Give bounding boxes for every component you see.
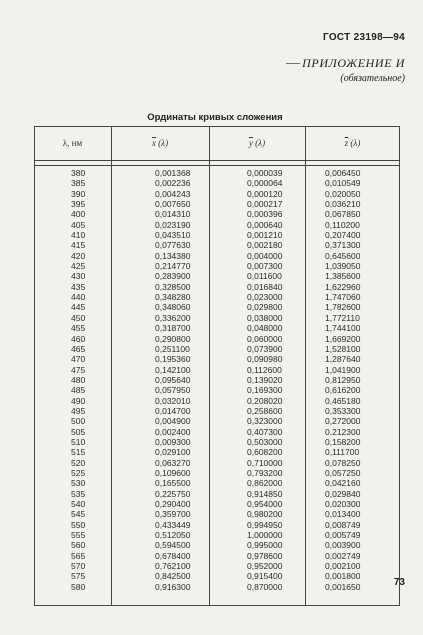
cell-wavelength: 520 xyxy=(71,457,86,468)
cell-x-bar: 0,004243 xyxy=(155,188,191,199)
table-row xyxy=(34,230,400,240)
table-row xyxy=(34,302,400,312)
cell-z-bar: 0,002749 xyxy=(325,550,361,561)
standard-designation: ГОСТ 23198—94 xyxy=(322,32,405,43)
header-z-arg: (λ) xyxy=(348,138,361,148)
cell-y-bar: 0,862000 xyxy=(247,478,283,489)
cell-y-bar: 0,048000 xyxy=(247,323,283,334)
cell-z-bar: 0,036210 xyxy=(325,199,361,210)
cell-y-bar: 0,000396 xyxy=(247,209,283,220)
table-row xyxy=(34,468,400,478)
table-row xyxy=(34,271,400,281)
cell-y-bar: 0,090980 xyxy=(247,354,283,365)
cell-wavelength: 465 xyxy=(71,343,86,354)
cell-y-bar: 0,503000 xyxy=(247,436,283,447)
cell-z-bar: 1,669200 xyxy=(325,333,361,344)
cell-z-bar: 0,020050 xyxy=(325,188,361,199)
cell-y-bar: 0,000120 xyxy=(247,188,283,199)
page-number: 73 xyxy=(393,577,405,588)
cell-wavelength: 560 xyxy=(71,540,86,551)
cell-x-bar: 0,095640 xyxy=(155,374,191,385)
cell-wavelength: 405 xyxy=(71,219,86,230)
cell-wavelength: 545 xyxy=(71,509,86,520)
cell-wavelength: 495 xyxy=(71,405,86,416)
cell-x-bar: 0,014700 xyxy=(155,405,191,416)
cell-y-bar: 0,978600 xyxy=(247,550,283,561)
header-rule xyxy=(34,160,400,161)
table-row xyxy=(34,427,400,437)
cell-z-bar: 0,001650 xyxy=(325,581,361,592)
table-row xyxy=(34,209,400,219)
cell-z-bar: 0,465180 xyxy=(325,395,361,406)
cell-y-bar: 0,915400 xyxy=(247,571,283,582)
table-row xyxy=(34,530,400,540)
cell-x-bar: 0,063270 xyxy=(155,457,191,468)
cell-x-bar: 0,762100 xyxy=(155,561,191,572)
cell-x-bar: 0,359700 xyxy=(155,509,191,520)
cell-x-bar: 0,109600 xyxy=(155,467,191,478)
cell-y-bar: 0,208020 xyxy=(247,395,283,406)
table-row xyxy=(34,251,400,261)
cell-x-bar: 0,029100 xyxy=(155,447,191,458)
cell-wavelength: 480 xyxy=(71,374,86,385)
cell-y-bar: 0,000039 xyxy=(247,168,283,178)
cell-z-bar: 0,042160 xyxy=(325,478,361,489)
cell-z-bar: 0,005749 xyxy=(325,530,361,541)
cell-wavelength: 435 xyxy=(71,281,86,292)
cell-x-bar: 0,251100 xyxy=(155,343,190,354)
table-row xyxy=(34,168,400,178)
cell-z-bar: 1,287640 xyxy=(325,354,361,365)
table-row xyxy=(34,489,400,499)
table-row xyxy=(34,365,400,375)
table-row xyxy=(34,261,400,271)
cell-wavelength: 410 xyxy=(71,230,86,241)
cell-wavelength: 445 xyxy=(71,302,86,313)
cell-x-bar: 0,002400 xyxy=(155,426,191,437)
cell-z-bar: 0,029840 xyxy=(325,488,361,499)
cell-x-bar: 0,057950 xyxy=(155,385,191,396)
table-row xyxy=(34,582,400,592)
header-x-arg: (λ) xyxy=(155,138,169,148)
cell-x-bar: 0,433449 xyxy=(155,519,191,530)
cell-y-bar: 0,023000 xyxy=(247,292,283,303)
cell-wavelength: 420 xyxy=(71,250,86,261)
header-rule-double xyxy=(34,165,400,166)
cell-y-bar: 0,793200 xyxy=(247,467,283,478)
cell-z-bar: 0,010549 xyxy=(325,178,361,189)
table-row xyxy=(34,220,400,230)
table-row xyxy=(34,240,400,250)
cell-wavelength: 385 xyxy=(71,178,86,189)
cell-x-bar: 0,077630 xyxy=(155,240,191,251)
header-z-bar xyxy=(305,138,400,148)
cell-x-bar: 0,002236 xyxy=(155,178,191,189)
cell-y-bar: 0,995000 xyxy=(247,540,283,551)
cell-x-bar: 0,165500 xyxy=(155,478,191,489)
cell-z-bar: 0,002100 xyxy=(325,561,361,572)
header-wavelength: λ, нм xyxy=(62,138,83,148)
cell-x-bar: 0,916300 xyxy=(155,581,191,592)
cell-wavelength: 470 xyxy=(71,354,86,365)
cell-x-bar: 0,214770 xyxy=(155,261,191,272)
cell-wavelength: 440 xyxy=(71,292,86,303)
cell-y-bar: 0,000640 xyxy=(247,219,283,230)
cell-wavelength: 575 xyxy=(71,571,86,582)
cell-y-bar: 1,000000 xyxy=(247,530,283,541)
cell-z-bar: 0,207400 xyxy=(325,230,361,241)
header-y-symbol: $\overline{y}$ xyxy=(248,138,253,148)
header-z-symbol: $\overline{z}$ xyxy=(344,138,349,148)
cell-y-bar: 0,004000 xyxy=(247,250,283,261)
cell-x-bar: 0,348060 xyxy=(155,302,191,313)
cell-x-bar: 0,007650 xyxy=(155,199,191,210)
cell-wavelength: 530 xyxy=(71,478,86,489)
cell-x-bar: 0,043510 xyxy=(155,230,191,241)
table-row xyxy=(34,509,400,519)
cell-y-bar: 0,029800 xyxy=(247,302,283,313)
cell-wavelength: 415 xyxy=(71,240,86,251)
cell-x-bar: 0,348280 xyxy=(155,292,191,303)
cell-y-bar: 0,952000 xyxy=(247,561,283,572)
table-row xyxy=(34,561,400,571)
cell-y-bar: 0,710000 xyxy=(247,457,283,468)
table-row xyxy=(34,478,400,488)
cell-y-bar: 0,954000 xyxy=(247,499,283,509)
cell-wavelength: 510 xyxy=(71,436,86,447)
table-row xyxy=(34,375,400,385)
cell-y-bar: 0,994950 xyxy=(247,519,283,530)
cell-y-bar: 0,112600 xyxy=(247,364,282,375)
cell-wavelength: 430 xyxy=(71,271,86,282)
cell-y-bar: 0,407300 xyxy=(247,426,283,437)
cell-wavelength: 490 xyxy=(71,395,86,406)
table-row xyxy=(34,447,400,457)
cell-y-bar: 0,323000 xyxy=(247,416,283,427)
table-row xyxy=(34,416,400,426)
table-row xyxy=(34,199,400,209)
cell-wavelength: 485 xyxy=(71,385,86,396)
table-row xyxy=(34,292,400,302)
cell-x-bar: 0,678400 xyxy=(155,550,191,561)
table-row xyxy=(34,499,400,509)
cell-x-bar: 0,842500 xyxy=(155,571,191,582)
table-row xyxy=(34,282,400,292)
cell-y-bar: 0,000064 xyxy=(247,178,283,189)
cell-y-bar: 0,016840 xyxy=(247,281,283,292)
table-row xyxy=(34,551,400,561)
cell-y-bar: 0,011600 xyxy=(247,271,282,282)
cell-wavelength: 395 xyxy=(71,199,86,210)
cell-z-bar: 1,622960 xyxy=(325,281,361,292)
cell-wavelength: 515 xyxy=(71,447,86,458)
cell-z-bar: 0,272000 xyxy=(325,416,361,427)
cell-y-bar: 0,002180 xyxy=(247,240,283,251)
cell-wavelength: 550 xyxy=(71,519,86,530)
cell-x-bar: 0,195360 xyxy=(155,354,191,365)
cell-wavelength: 555 xyxy=(71,530,86,541)
cell-x-bar: 0,328500 xyxy=(155,281,191,292)
cell-y-bar: 0,169300 xyxy=(247,385,283,396)
cell-z-bar: 0,812950 xyxy=(325,374,361,385)
table-row xyxy=(34,406,400,416)
table-row xyxy=(34,354,400,364)
cell-z-bar: 0,645600 xyxy=(325,250,361,261)
cell-z-bar: 1,528100 xyxy=(325,343,361,354)
cell-wavelength: 455 xyxy=(71,323,86,334)
cell-y-bar: 0,001210 xyxy=(247,230,283,241)
cell-x-bar: 0,142100 xyxy=(155,364,191,375)
cell-wavelength: 540 xyxy=(71,499,86,509)
cell-wavelength: 460 xyxy=(71,333,86,344)
cell-y-bar: 0,914850 xyxy=(247,488,283,499)
cell-wavelength: 500 xyxy=(71,416,86,427)
cell-wavelength: 390 xyxy=(71,188,86,199)
cell-x-bar: 0,318700 xyxy=(155,323,191,334)
cell-y-bar: 0,060000 xyxy=(247,333,283,344)
cell-x-bar: 0,001368 xyxy=(155,168,191,178)
cell-z-bar: 0,111700 xyxy=(325,447,360,458)
cell-z-bar: 0,371300 xyxy=(325,240,361,251)
cell-y-bar: 0,870000 xyxy=(247,581,283,592)
cell-z-bar: 0,616200 xyxy=(325,385,361,396)
cell-x-bar: 0,290400 xyxy=(155,499,191,509)
appendix-note: (обязательное) xyxy=(340,73,405,84)
cell-x-bar: 0,594500 xyxy=(155,540,191,551)
cell-z-bar: 1,041900 xyxy=(325,364,361,375)
table-row xyxy=(34,458,400,468)
table-row xyxy=(34,178,400,188)
cell-z-bar: 1,744100 xyxy=(325,323,361,334)
cell-z-bar: 0,020300 xyxy=(325,499,361,509)
table-row xyxy=(34,344,400,354)
cell-z-bar: 0,067850 xyxy=(325,209,361,220)
table-title: Ординаты кривых сложения xyxy=(147,112,283,123)
cell-wavelength: 505 xyxy=(71,426,86,437)
cell-z-bar: 1,039050 xyxy=(325,261,361,272)
cell-y-bar: 0,073900 xyxy=(247,343,283,354)
cell-x-bar: 0,004900 xyxy=(155,416,191,427)
table-row xyxy=(34,385,400,395)
cell-x-bar: 0,512050 xyxy=(155,530,191,541)
cell-x-bar: 0,014310 xyxy=(155,209,191,220)
cell-z-bar: 0,110200 xyxy=(325,219,360,230)
header-x-symbol: $\overline{x}$ xyxy=(151,138,156,148)
cell-y-bar: 0,608200 xyxy=(247,447,283,458)
table-body xyxy=(34,168,400,592)
cell-wavelength: 565 xyxy=(71,550,86,561)
cell-z-bar: 1,772110 xyxy=(325,312,360,323)
cell-x-bar: 0,225750 xyxy=(155,488,191,499)
cell-wavelength: 425 xyxy=(71,261,86,272)
cell-x-bar: 0,290800 xyxy=(155,333,191,344)
cell-z-bar: 0,008749 xyxy=(325,519,361,530)
cell-z-bar: 0,353300 xyxy=(325,405,361,416)
cell-z-bar: 0,212300 xyxy=(325,426,361,437)
table-row xyxy=(34,396,400,406)
cell-y-bar: 0,007300 xyxy=(247,261,283,272)
cell-z-bar: 1,782600 xyxy=(325,302,361,313)
cell-y-bar: 0,139020 xyxy=(247,374,283,385)
cell-z-bar: 1,747060 xyxy=(325,292,361,303)
table-row xyxy=(34,323,400,333)
table-row xyxy=(34,540,400,550)
cell-x-bar: 0,336200 xyxy=(155,312,191,323)
table-row xyxy=(34,571,400,581)
cell-y-bar: 0,000217 xyxy=(247,199,283,210)
cell-z-bar: 0,006450 xyxy=(325,168,361,178)
cell-wavelength: 580 xyxy=(71,581,86,592)
cell-y-bar: 0,038000 xyxy=(247,312,283,323)
cell-wavelength: 380 xyxy=(71,168,86,178)
table-row xyxy=(34,437,400,447)
cell-y-bar: 0,258600 xyxy=(247,405,283,416)
cell-y-bar: 0,980200 xyxy=(247,509,283,520)
cell-x-bar: 0,023190 xyxy=(155,219,191,230)
table-row xyxy=(34,334,400,344)
cell-z-bar: 0,078250 xyxy=(325,457,361,468)
cell-wavelength: 450 xyxy=(71,312,86,323)
header-y-bar xyxy=(209,138,305,148)
cell-x-bar: 0,283900 xyxy=(155,271,191,282)
table-row xyxy=(34,189,400,199)
cell-wavelength: 475 xyxy=(71,364,86,375)
cell-x-bar: 0,009300 xyxy=(155,436,191,447)
cell-z-bar: 0,057250 xyxy=(325,467,361,478)
table-row xyxy=(34,520,400,530)
cell-z-bar: 0,158200 xyxy=(325,436,361,447)
cell-wavelength: 400 xyxy=(71,209,86,220)
appendix-title: ПРИЛОЖЕНИЕ И xyxy=(302,56,405,70)
cell-wavelength: 570 xyxy=(71,561,86,572)
cell-z-bar: 0,003900 xyxy=(325,540,361,551)
cell-x-bar: 0,032010 xyxy=(155,395,191,406)
table-row xyxy=(34,313,400,323)
cell-z-bar: 1,385600 xyxy=(325,271,361,282)
cell-wavelength: 525 xyxy=(71,467,86,478)
header-x-bar xyxy=(111,138,209,148)
header-y-arg: (λ) xyxy=(252,138,266,148)
cell-x-bar: 0,134380 xyxy=(155,250,191,261)
cell-wavelength: 535 xyxy=(71,488,86,499)
cell-z-bar: 0,001800 xyxy=(325,571,361,582)
cell-z-bar: 0,013400 xyxy=(325,509,361,520)
